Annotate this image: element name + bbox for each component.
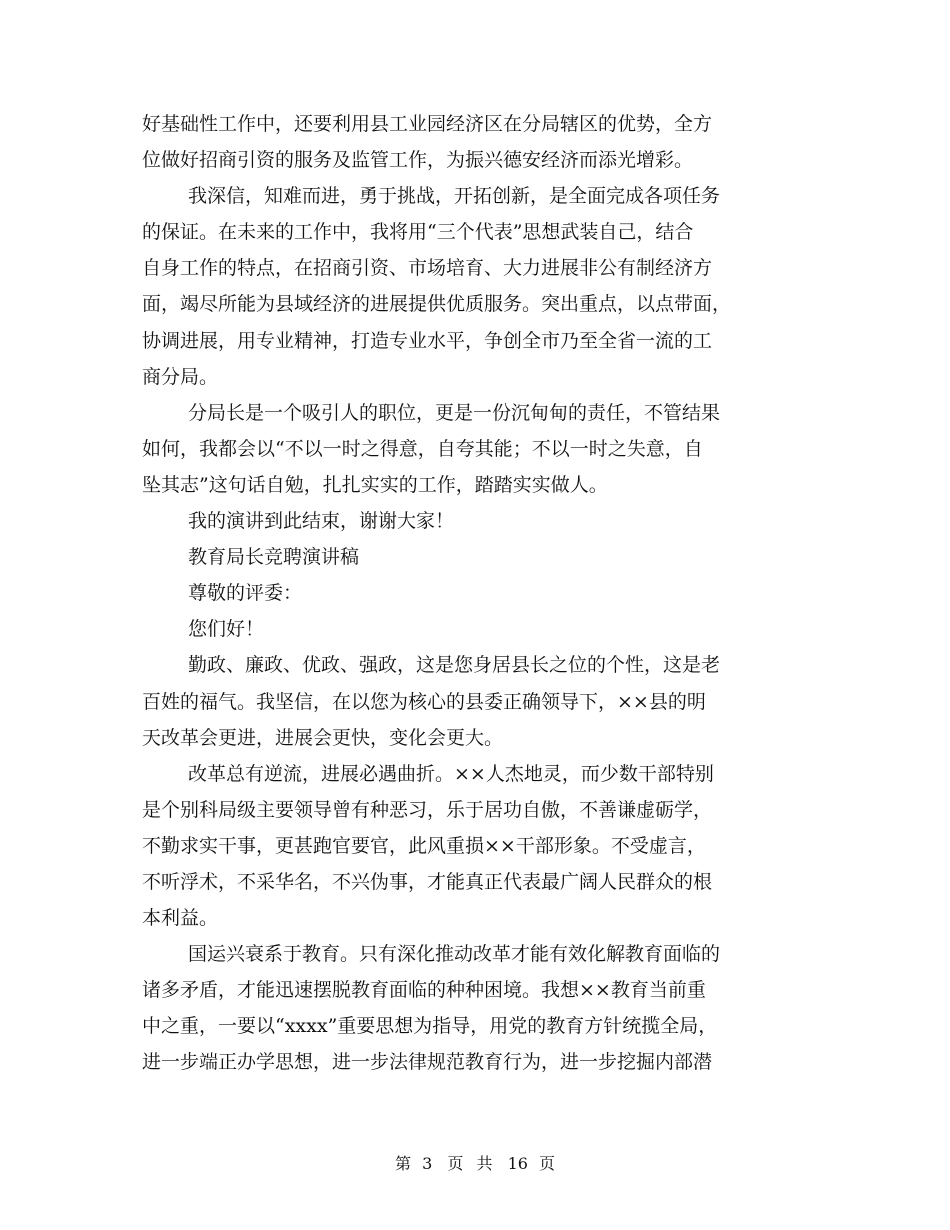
text-line: 是个别科局级主要领导曾有种恶习，乐于居功自傲，不善谦虚砺学， xyxy=(142,798,713,821)
text-line: 进一步端正办学思想，进一步法律规范教育行为，进一步挖掘内部潜 xyxy=(142,1051,713,1074)
text-line: 您们好！ xyxy=(188,618,265,641)
text-line: 尊敬的评委： xyxy=(188,582,303,605)
total-pages-number: 16 xyxy=(507,1154,528,1173)
footer-page-word: 页 xyxy=(447,1154,464,1173)
text-line: 本利益。 xyxy=(142,907,219,930)
text-line: 国运兴衰系于教育。只有深化推动改革才能有效化解教育面临的 xyxy=(188,943,721,966)
document-body xyxy=(142,106,807,1081)
text-line: 百姓的福气。我坚信，在以您为核心的县委正确领导下，××县的明 xyxy=(142,690,706,713)
text-line: 教育局长竞聘演讲稿 xyxy=(188,546,360,569)
footer-suffix: 页 xyxy=(539,1154,556,1173)
text-line: 坠其志”这句话自勉，扎扎实实的工作，踏踏实实做人。 xyxy=(142,473,608,496)
text-line: 协调进展，用专业精神，打造专业水平，争创全市乃至全省一流的工 xyxy=(142,329,713,352)
text-line: 面，竭尽所能为县域经济的进展提供优质服务。突出重点，以点带面， xyxy=(142,293,732,316)
text-line: 好基础性工作中，还要利用县工业园经济区在分局辖区的优势，全方 xyxy=(142,113,713,135)
text-line: 分局长是一个吸引人的职位，更是一份沉甸甸的责任，不管结果 xyxy=(188,401,721,424)
text-line: 我的演讲到此结束，谢谢大家！ xyxy=(188,510,455,533)
text-line: 不听浮术，不采华名，不兴伪事，才能真正代表最广阔人民群众的根 xyxy=(142,870,713,893)
text-line: 我深信，知难而进，勇于挑战，开拓创新，是全面完成各项任务 xyxy=(188,185,721,208)
text-line: 商分局。 xyxy=(142,365,219,388)
text-line: 诸多矛盾，才能迅速摆脱教育面临的种种困境。我想××教育当前重 xyxy=(142,979,706,1002)
page-footer xyxy=(0,1152,950,1176)
text-line: 中之重，一要以“xxxx”重要思想为指导，用党的教育方针统揽全局， xyxy=(142,1015,718,1038)
text-line: 勤政、廉政、优政、强政，这是您身居县长之位的个性，这是老 xyxy=(188,654,721,677)
current-page-number: 3 xyxy=(422,1154,433,1173)
text-line: 自身工作的特点，在招商引资、市场培育、大力进展非公有制经济方 xyxy=(142,257,713,280)
text-line: 位做好招商引资的服务及监管工作，为振兴德安经济而添光增彩。 xyxy=(142,149,694,172)
footer-prefix: 第 xyxy=(394,1154,411,1173)
text-line: 不勤求实干事，更甚跑官要官，此风重损××干部形象。不受虚言， xyxy=(142,834,706,857)
text-line: 改革总有逆流，进展必遇曲折。××人杰地灵，而少数干部特别 xyxy=(188,762,714,785)
text-line: 如何，我都会以“不以一时之得意，自夸其能；不以一时之失意，自 xyxy=(142,437,703,460)
text-line: 天改革会更进，进展会更快，变化会更大。 xyxy=(142,726,504,749)
footer-total-word: 共 xyxy=(476,1154,493,1173)
text-line: 的保证。在未来的工作中，我将用“三个代表”思想武装自己，结合 xyxy=(142,221,694,244)
